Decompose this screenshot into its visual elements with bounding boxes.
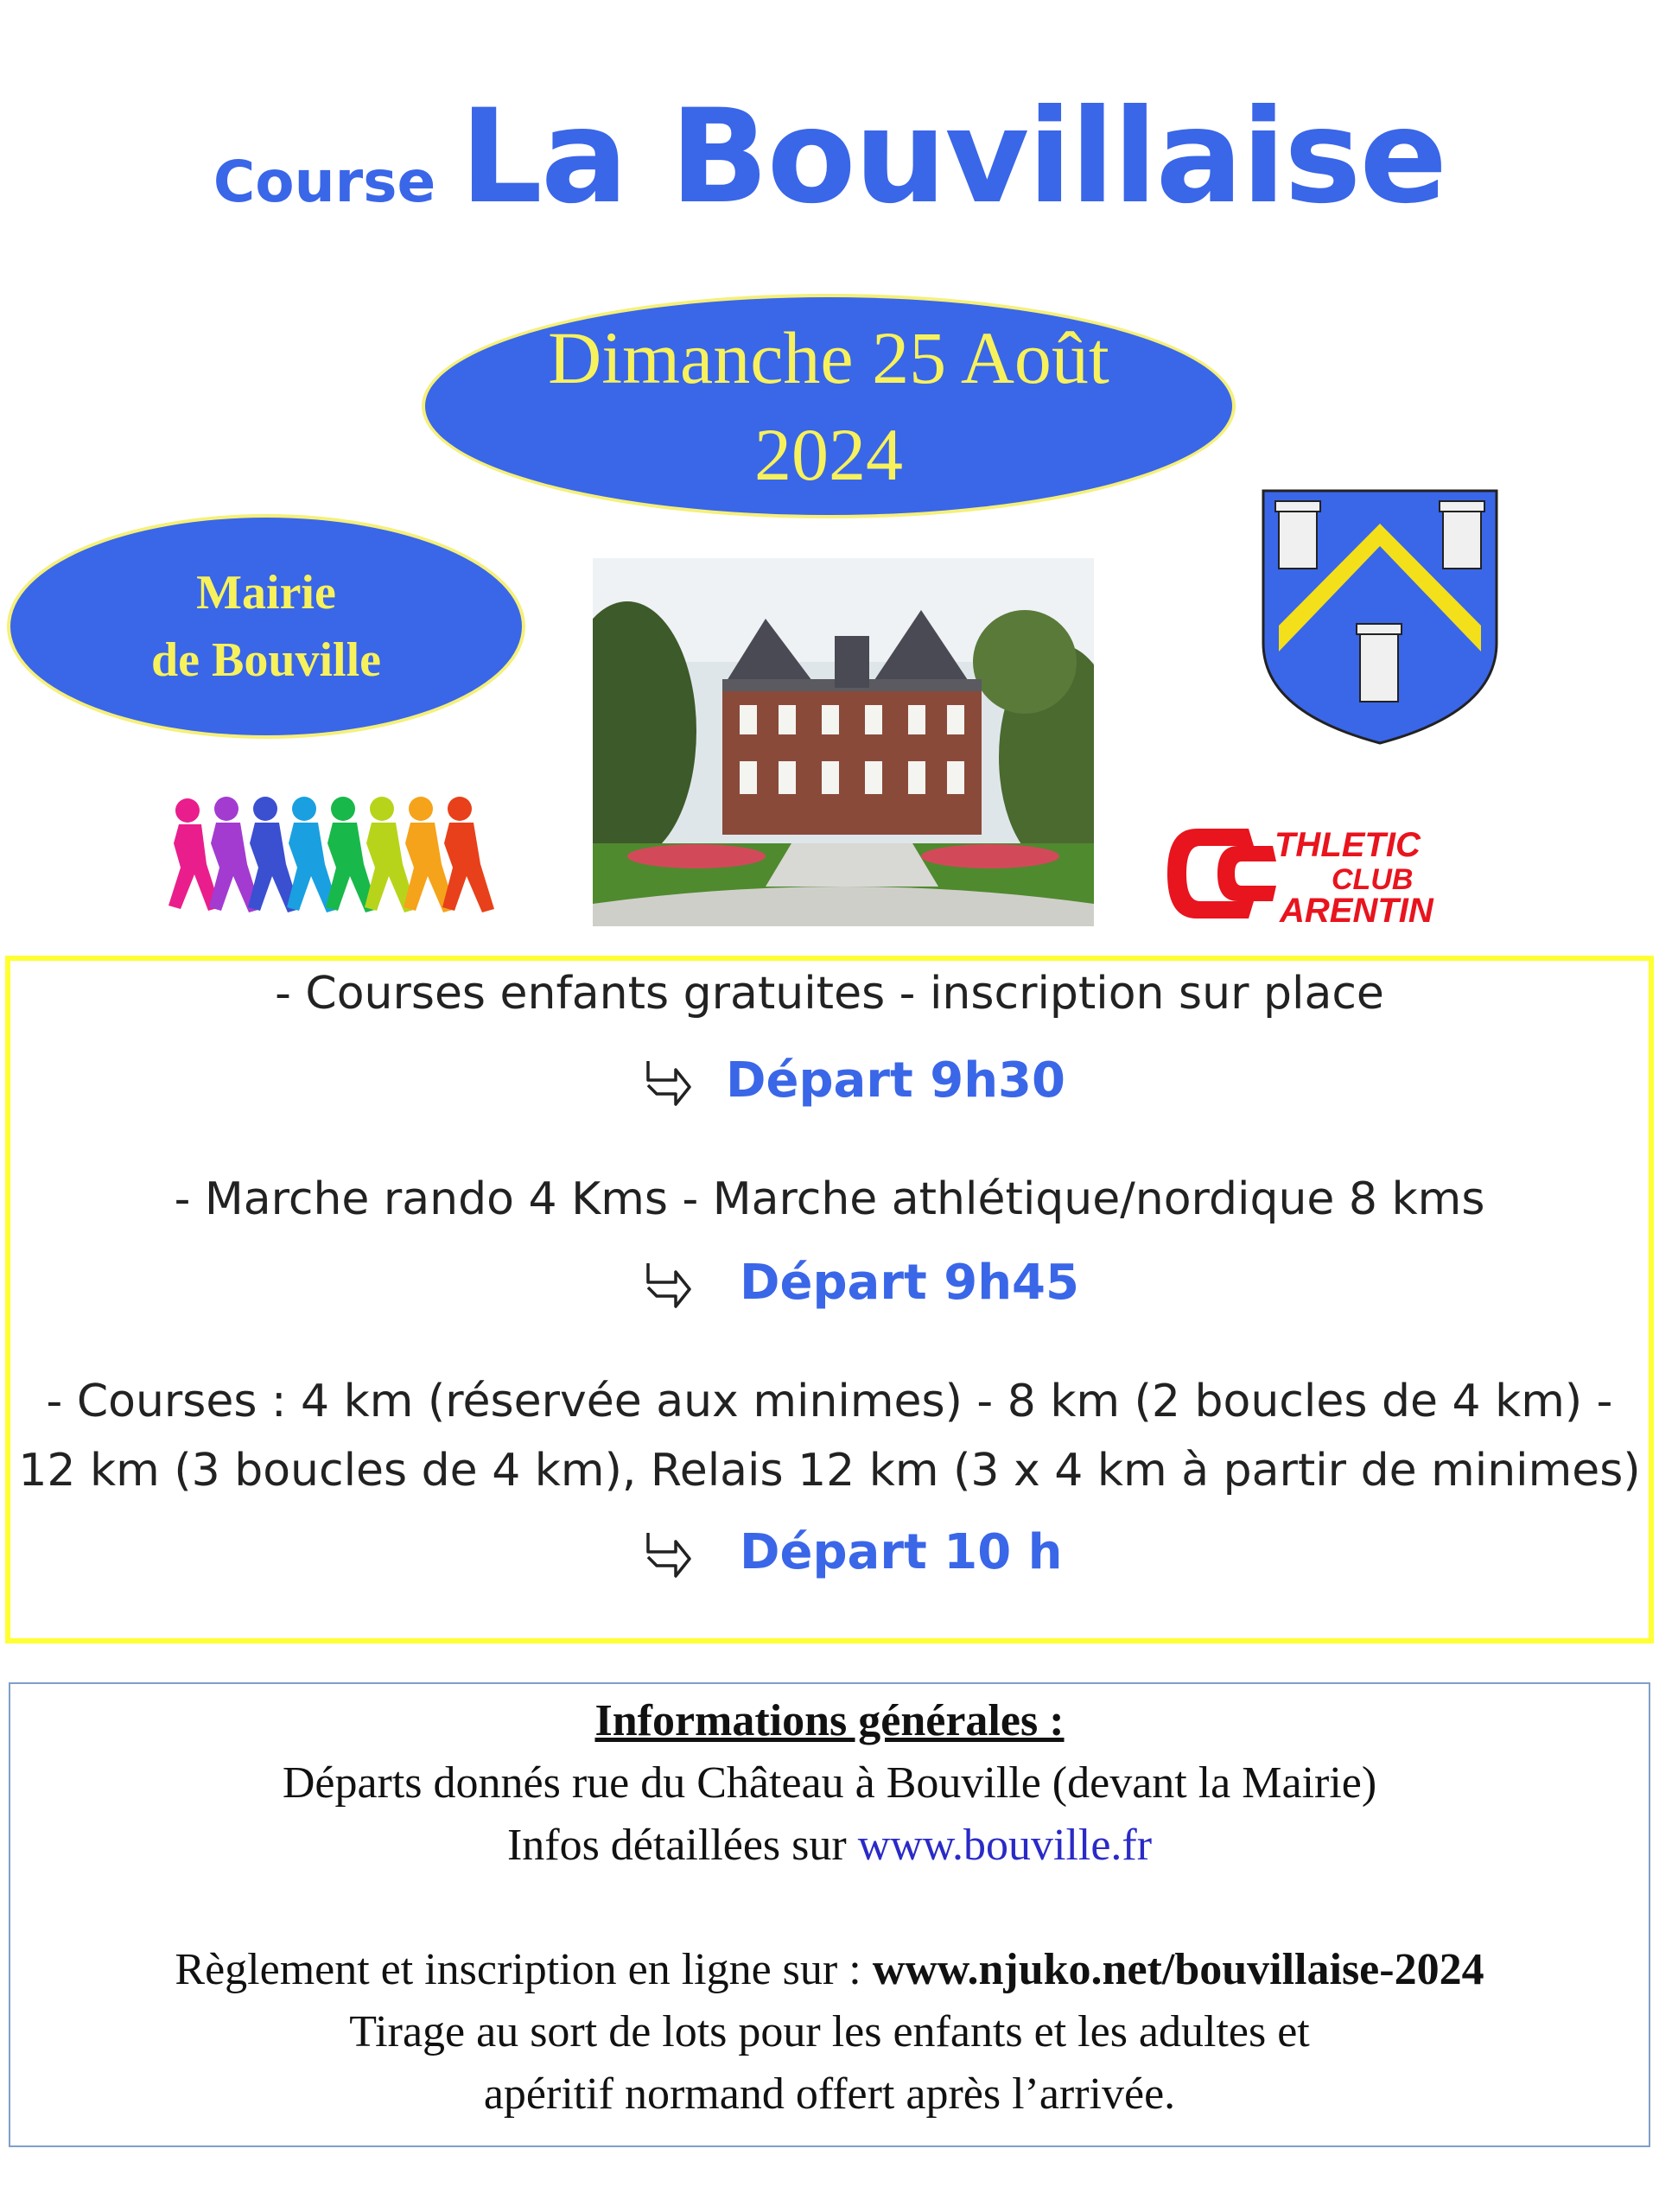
athletic-club-logo [1162,817,1542,929]
children-depart-time: Départ 9h30 [726,1052,1065,1109]
arrow-icon [641,1056,693,1108]
chateau-photo [593,558,1094,926]
club-logo-word-1: THLETIC [1274,826,1421,864]
children-race-text: - Courses enfants gratuites - inscription sur place [275,968,1384,1020]
mairie-line-1: Mairie [196,566,336,620]
registration-prefix: Règlement et inscription en ligne sur : [175,1945,873,1994]
date-year: 2024 [754,413,903,496]
poster-title [0,82,1659,232]
general-info-title: Informations générales : [594,1696,1065,1745]
date-day: Dimanche 25 Août [548,316,1109,399]
mairie-line-2: de Bouville [150,633,382,687]
runners-logo-image [160,795,497,925]
club-logo-word-2: CLUB [1332,863,1414,896]
arrow-icon [641,1258,693,1310]
general-info-departure-place: Départs donnés rue du Château à Bouville (devant la Mairie) [282,1758,1377,1808]
mairie-badge [7,514,525,739]
races-depart-time: Départ 10 h [740,1524,1063,1580]
bouville-website-link[interactable]: www.bouville.fr [857,1821,1153,1870]
walk-text: - Marche rando 4 Kms - Marche athlétique/nordique 8 kms [174,1173,1485,1225]
details-prefix: Infos détaillées sur [506,1821,858,1870]
general-info-prizes-line-1: Tirage au sort de lots pour les enfants et les adultes et [349,2007,1310,2056]
races-text-line-2: 12 km (3 boucles de 4 km), Relais 12 km (3 x 4 km à partir de minimes) [18,1445,1641,1497]
title-event-name: La Bouvillaise [460,82,1446,232]
date-badge [422,294,1236,518]
njuko-registration-link[interactable]: www.njuko.net/bouvillaise-2024 [872,1945,1484,1994]
runner-silhouettes-icon [168,797,494,912]
general-info-registration-line [0,1944,1659,1995]
club-logo-word-3: ARENTIN [1280,892,1433,929]
walk-depart-time: Départ 9h45 [740,1255,1079,1311]
races-text-line-1: - Courses : 4 km (réservée aux minimes) - 8 km (2 boucles de 4 km) - [46,1376,1613,1427]
general-info-details-line [0,1820,1659,1871]
coat-of-arms-icon [1260,487,1500,747]
title-course-word: Course [213,149,436,215]
general-info-prizes-line-2: apéritif normand offert après l’arrivée. [483,2069,1176,2119]
arrow-icon [641,1528,693,1580]
